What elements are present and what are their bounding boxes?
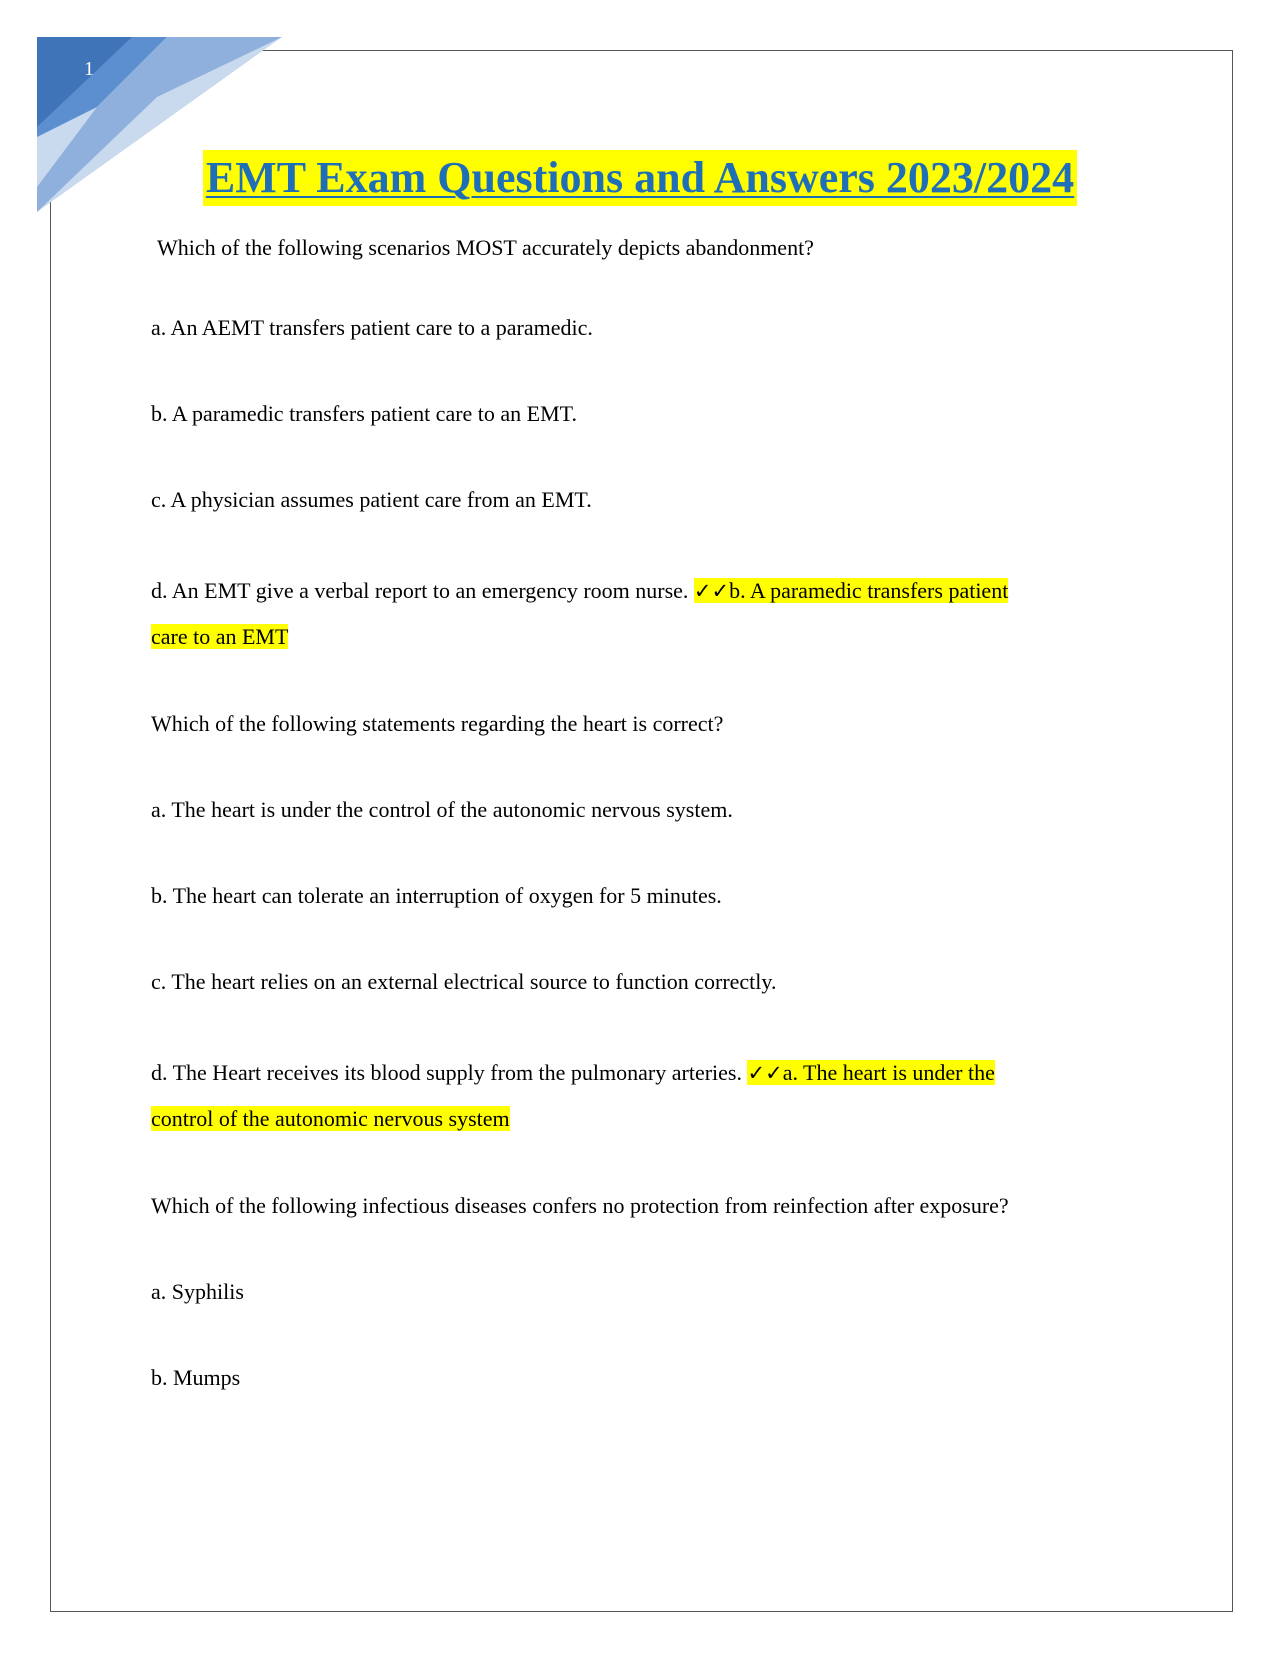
double-check-icon: ✓✓	[693, 579, 730, 603]
correct-answer-text: control of the autonomic nervous system	[151, 1106, 510, 1131]
answer-option: d. An EMT give a verbal report to an emergency room nurse.	[151, 578, 689, 603]
answer-option: c. The heart relies on an external electrical source to function correctly.	[151, 969, 777, 994]
page-number: 1	[84, 58, 94, 80]
answer-option: c. A physician assumes patient care from an EMT.	[151, 487, 592, 512]
question-prompt: Which of the following statements regarding the heart is correct?	[151, 711, 724, 736]
answer-option: a. The heart is under the control of the autonomic nervous system.	[151, 797, 733, 822]
correct-answer-continuation	[151, 1105, 1151, 1133]
question-prompt: Which of the following infectious diseases confers no protection from reinfection after exposure?	[151, 1193, 1009, 1218]
correct-answer	[747, 1060, 994, 1085]
answer-option: a. An AEMT transfers patient care to a paramedic.	[151, 315, 593, 340]
correct-answer-continuation	[151, 623, 1151, 651]
answer-option: d. The Heart receives its blood supply from the pulmonary arteries.	[151, 1060, 742, 1085]
answer-option: b. A paramedic transfers patient care to an EMT.	[151, 401, 577, 426]
document-title: EMT Exam Questions and Answers 2023/2024	[203, 150, 1077, 206]
correct-answer	[694, 578, 1008, 603]
answer-option: a. Syphilis	[151, 1279, 244, 1304]
answer-option-with-key	[151, 1059, 1151, 1087]
double-check-icon: ✓✓	[747, 1061, 783, 1085]
correct-answer-text: b. A paramedic transfers patient	[729, 578, 1009, 603]
answer-option-with-key	[151, 577, 1151, 605]
answer-option: b. Mumps	[151, 1365, 241, 1390]
correct-answer-text: a. The heart is under the	[782, 1060, 995, 1085]
correct-answer-text: care to an EMT	[151, 624, 289, 649]
question-prompt: Which of the following scenarios MOST accurately depicts abandonment?	[157, 235, 814, 260]
answer-option: b. The heart can tolerate an interruption of oxygen for 5 minutes.	[151, 883, 722, 908]
